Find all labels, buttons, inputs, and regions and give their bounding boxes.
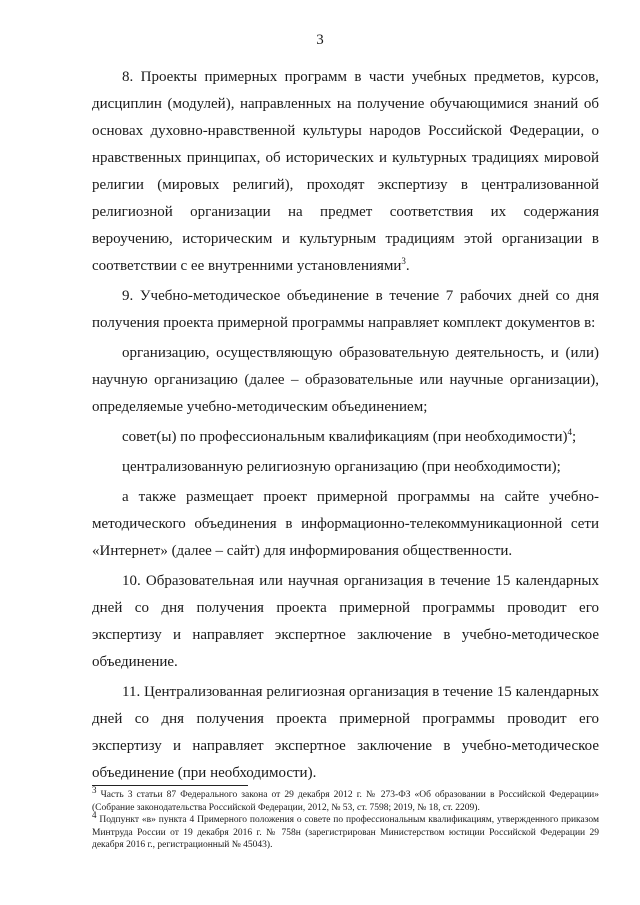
paragraph-9-item-council <box>92 424 599 451</box>
paragraph-9-item-religious: централизованную религиозную организацию (при необходимости); <box>122 459 561 475</box>
paragraph-11: 11. Централизованная религиозная организация в течение 15 календарных дней со дня получения проекта примерной программы проводит его экспертизу и направляет экспертное заключение в учебно-методическое объединение (при необходимости). <box>92 684 599 781</box>
paragraph-9-item-organization: организацию, осуществляющую образовательную деятельность, и (или) научную организацию (далее – образовательные или научные организации), определяемые учебно-методическим объединением; <box>92 345 599 415</box>
footnote-ref-4: 4 <box>567 427 573 437</box>
paragraph-8: 8. Проекты примерных программ в части учебных предметов, курсов, дисциплин (модулей), направленных на получение обучающимися знаний об основах духовно-нравственной культуры народов Российской Федерации, о нравственных принципах, об исторических и культурных традициях мировой религии (мировых религий), проходят экспертизу в централизованной религиозной организации на предмет соответствия их содержания вероучению, историческим и культурным традициям этой организации в соответствии с ее внутренними установлениями$^3$. <box>92 69 599 274</box>
page-number: 3 <box>316 32 324 48</box>
footnote-separator <box>92 785 248 786</box>
footnote-ref-3: 3 <box>401 256 406 266</box>
footnote-mark-4: 4 <box>92 809 97 820</box>
footnote-mark-3: 3 <box>92 784 97 795</box>
paragraph-9-item-council-text: совет(ы) по профессиональным квалификациям (при необходимости) <box>122 429 568 445</box>
document-body <box>92 64 599 787</box>
footnote-3 <box>92 784 599 814</box>
footnote-4-text: Подпункт «в» пункта 4 Примерного положения о совете по профессиональным квалификациям, утвержденного приказом Минтруда России от 19 декабря 2016 г. № 758н (зарегистрирован Министерством юстиции Российской Федерации 29 декабря 2016 г., регистрационный № 45043). <box>92 815 599 850</box>
footnote-4 <box>92 809 599 852</box>
paragraph-10: 10. Образовательная или научная организация в течение 15 календарных дней со дня получения проекта примерной программы проводит его экспертизу и направляет экспертное заключение в учебно-методическое объединение. <box>92 573 599 670</box>
paragraph-8-text: 8. Проекты примерных программ в части учебных предметов, курсов, дисциплин (модулей), направленных на получение обучающимися знаний об основах духовно-нравственной культуры народов Российской Федерации, о нравственных принципах, об исторических и культурных традициях мировой религии (мировых религий), проходят экспертизу в централизованной религиозной организации на предмет соответствия их содержания вероучению, историческим и культурным традициям этой организации в соответствии с ее внутренними установлениями <box>92 69 599 274</box>
footnotes <box>92 784 599 852</box>
paragraph-9-item-website: а также размещает проект примерной программы на сайте учебно-методического объединения в информационно-телекоммуникационной сети «Интернет» (далее – сайт) для информирования общественности. <box>92 489 599 559</box>
paragraph-9-item-council-end: ; <box>572 429 577 445</box>
paragraph-9: 9. Учебно-методическое объединение в течение 7 рабочих дней со дня получения проекта примерной программы направляет комплект документов в: <box>92 288 599 331</box>
footnote-3-text: Часть 3 статьи 87 Федерального закона от 29 декабря 2012 г. № 273-ФЗ «Об образовании в Российской Федерации» (Собрание законодательства Российской Федерации, 2012, № 53, ст. 7598; 2019, № 18, ст. 2209). <box>92 790 599 813</box>
